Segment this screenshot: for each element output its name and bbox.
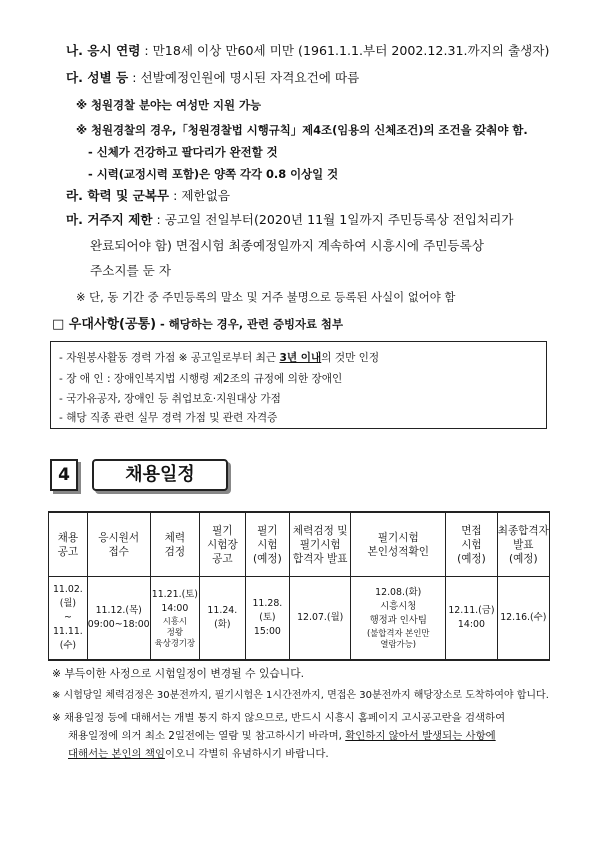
note-notification-2-underlined: 확인하지 않아서 발생되는 사항에 [345, 730, 496, 742]
education-label: 라. 학력 및 군복무 [66, 188, 170, 203]
header-apply: 응시원서 접수 [87, 512, 150, 577]
body-condition-note: ※ 청원경찰의 경우,「청원경찰법 시행규칙」제4조(임용의 신체조건)의 조건을 갖춰야 함. [76, 123, 528, 137]
residence-text-3: 주소지를 둔 자 [90, 263, 171, 278]
preference-item-veteran: - 국가유공자, 장애인 등 취업보호·지원대상 가점 [59, 393, 281, 405]
cell-fitness: 11.21.(토) 14:00 시흥시 정왕 육상경기장 [150, 577, 199, 661]
residence-note: ※ 단, 동 기간 중 주민등록의 말소 및 거주 불명으로 등록된 사실이 없어야 함 [76, 290, 456, 304]
education-requirement [66, 187, 230, 205]
header-result: 체력검정 및 필기시험 합격자 발표 [290, 512, 351, 577]
schedule-data-row [49, 577, 550, 661]
header-written: 필기 시험 (예정) [245, 512, 290, 577]
residence-label: 마. 거주지 제한 [66, 212, 153, 227]
education-text: : 제한없음 [169, 188, 231, 203]
cell-venue: 11.24.(화) [200, 577, 246, 661]
section-number: 4 [50, 459, 78, 491]
note-notification: ※ 채용일정 등에 대해서는 개별 통지 하지 않으므로, 반드시 시흥시 홈페이지 고시공고란을 검색하여 [52, 712, 506, 724]
note-schedule-change: ※ 부득이한 사정으로 시험일정이 변경될 수 있습니다. [52, 667, 305, 680]
eyesight-condition: - 시력(교정시력 포함)은 양쪽 각각 0.8 이상일 것 [88, 167, 339, 181]
age-text: : 만18세 이상 만60세 미만 (1961.1.1.부터 2002.12.31.까지의 출생자) [140, 43, 550, 58]
cell-apply: 11.12.(목) 09:00~18:00 [87, 577, 150, 661]
age-requirement [66, 42, 549, 60]
age-label: 나. 응시 연령 [66, 43, 141, 58]
cell-announce: 11.02.(월) ~ 11.11.(수) [49, 577, 88, 661]
note-notification-3 [68, 746, 329, 762]
header-score-check: 필기시험 본인성적확인 [351, 512, 446, 577]
gender-label: 다. 성별 등 [66, 70, 129, 85]
cell-written: 11.28.(토) 15:00 [245, 577, 290, 661]
preference-item-volunteer [59, 350, 379, 365]
cell-score-check: 12.08.(화) 시흥시청 행정과 인사팀 (불합격자 본인만 열람가능) [351, 577, 446, 661]
note-notification-2 [68, 728, 496, 744]
cell-interview: 12.11.(금) 14:00 [446, 577, 497, 661]
gender-requirement [66, 69, 359, 87]
preference-subtitle: - 해당하는 경우, 관련 증빙자료 첨부 [156, 317, 343, 331]
preference-heading [52, 315, 343, 334]
header-announce: 채용 공고 [49, 512, 88, 577]
cell-result: 12.07.(월) [290, 577, 351, 661]
preference-item-volunteer-period: 3년 이내 [279, 352, 322, 364]
residence-text-1: : 공고일 전일부터(2020년 11월 1일까지 주민등록상 전입처리가 [152, 212, 514, 227]
section-title: 채용일정 [92, 459, 228, 491]
preference-box [50, 341, 547, 429]
preference-item-volunteer-tail: 의 것만 인정 [321, 352, 380, 364]
schedule-table [48, 511, 550, 661]
header-venue: 필기 시험장 공고 [200, 512, 246, 577]
schedule-header-row [49, 512, 550, 577]
preference-item-volunteer-text: - 자원봉사활동 경력 가점 ※ 공고일로부터 최근 [59, 352, 280, 364]
note-arrival-time: ※ 시험당일 체력검정은 30분전까지, 필기시험은 1시간전까지, 면접은 30분전까지 해당장소로 도착하여야 합니다. [52, 690, 549, 701]
preference-item-disabled: - 장 애 인 : 장애인복지법 시행령 제2조의 규정에 의한 장애인 [59, 373, 343, 385]
section-header [50, 459, 550, 495]
note-notification-2-text: 채용일정에 의거 최소 2일전에는 열람 및 참고하시기 바라며, [68, 730, 346, 742]
note-notification-3-text: 이오니 각별히 유념하시기 바랍니다. [164, 748, 329, 760]
preference-item-experience: - 해당 직종 관련 실무 경력 가점 및 관련 자격증 [59, 412, 278, 424]
header-final: 최종합격자 발표 (예정) [497, 512, 549, 577]
header-interview: 면접 시험 (예정) [446, 512, 497, 577]
preference-title: □ 우대사항(공통) [52, 317, 157, 332]
health-condition: - 신체가 건강하고 팔다리가 완전할 것 [88, 145, 278, 159]
gender-text: : 선발예정인원에 명시된 자격요건에 따름 [128, 70, 360, 85]
female-only-note: ※ 청원경찰 분야는 여성만 지원 가능 [76, 98, 261, 112]
header-fitness: 체력 검정 [150, 512, 199, 577]
cell-final: 12.16.(수) [497, 577, 549, 661]
residence-requirement [66, 211, 513, 229]
residence-text-2: 완료되어야 함) 면접시험 최종예정일까지 계속하여 시흥시에 주민등록상 [90, 238, 484, 253]
note-notification-3-underlined: 대해서는 본인의 책임 [68, 748, 165, 760]
